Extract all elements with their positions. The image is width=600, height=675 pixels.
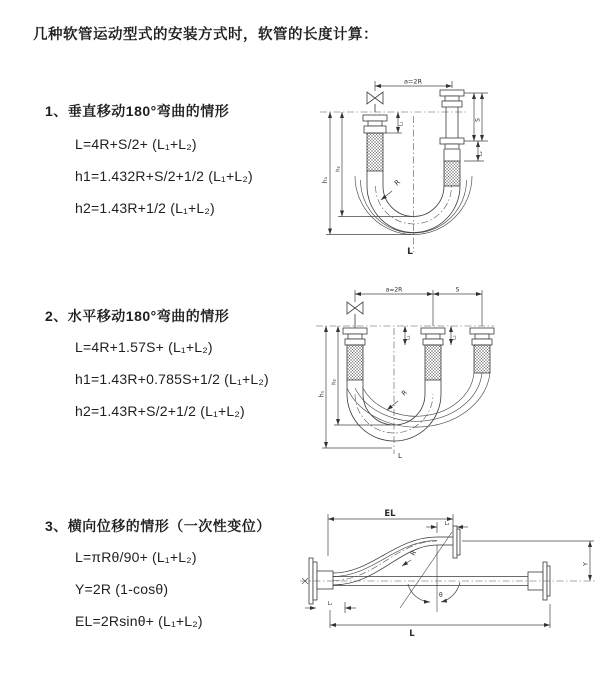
d2-dim-h2-label: h₂ xyxy=(331,379,338,385)
section-1-formula-l: L=4R+S/2+ (L₁+L₂) xyxy=(75,136,197,152)
d3-dim-l2-label: L₂ xyxy=(444,521,450,527)
diagram-vertical-180-bend xyxy=(312,64,592,264)
braided-hose-left xyxy=(367,133,383,171)
braided-hose-middle xyxy=(425,345,441,380)
d3-dim-y-label: Y xyxy=(581,562,590,566)
d1-dim-s-label: S xyxy=(474,118,482,122)
d2-dim-a-label: a=2R xyxy=(385,286,403,294)
d2-dim-l2-label: L₂ xyxy=(451,335,458,340)
section-1-formula-h1: h1=1.432R+S/2+1/2 (L₁+L₂) xyxy=(75,168,253,184)
d1-dim-l2-label: L₂ xyxy=(478,151,484,156)
braided-hose-right xyxy=(444,161,460,186)
section-2-heading: 2、水平移动180°弯曲的情形 xyxy=(45,308,230,324)
section-3-formula-y: Y=2R (1-cosθ) xyxy=(75,581,169,597)
braided-hose-left xyxy=(347,345,363,380)
d2-length-label: L xyxy=(398,452,402,460)
d2-dim-s-label: S xyxy=(455,286,460,294)
d2-radius-label: R xyxy=(399,388,409,398)
d1-dim-h2-label: h₂ xyxy=(335,166,342,172)
d3-dim-el-label: EL xyxy=(384,509,396,519)
section-3-formula-el: EL=2Rsinθ+ (L₁+L₂) xyxy=(75,613,203,629)
section-2-formula-l: L=4R+1.57S+ (L₁+L₂) xyxy=(75,339,213,355)
braided-hose-right xyxy=(474,345,490,373)
d3-angle-label: θ xyxy=(439,592,443,599)
d1-dim-l1-label: L₁ xyxy=(398,121,405,126)
d2-dim-h1-label: h₁ xyxy=(318,390,326,398)
section-2-formula-h2: h2=1.43R+S/2+1/2 (L₁+L₂) xyxy=(75,403,245,419)
d1-radius-label: R xyxy=(392,178,402,188)
d1-length-label: L xyxy=(407,247,413,257)
section-1-formula-h2: h2=1.43R+1/2 (L₁+L₂) xyxy=(75,200,215,216)
page-title: 几种软管运动型式的安装方式时，软管的长度计算： xyxy=(33,27,378,43)
valve-icon xyxy=(347,302,363,328)
d3-dim-l1-label: L₁ xyxy=(327,601,333,607)
section-3-formula-l: L=πRθ/90+ (L₁+L₂) xyxy=(75,549,197,565)
diagram-lateral-displacement xyxy=(300,500,600,655)
d1-dim-h1-label: h₁ xyxy=(322,176,329,184)
section-3-heading: 3、横向位移的情形（一次性变位） xyxy=(45,518,271,534)
section-2-formula-h1: h1=1.43R+0.785S+1/2 (L₁+L₂) xyxy=(75,371,269,387)
d1-dim-a-label: a=2R xyxy=(403,77,423,86)
valve-icon xyxy=(367,92,383,112)
d2-dim-l1-label: L₁ xyxy=(405,335,412,340)
d3-length-label: L xyxy=(409,629,415,639)
section-1-heading: 1、垂直移动180°弯曲的情形 xyxy=(45,103,230,119)
diagram-horizontal-180-bend xyxy=(312,282,592,472)
d3-radius-label: R xyxy=(408,549,418,557)
